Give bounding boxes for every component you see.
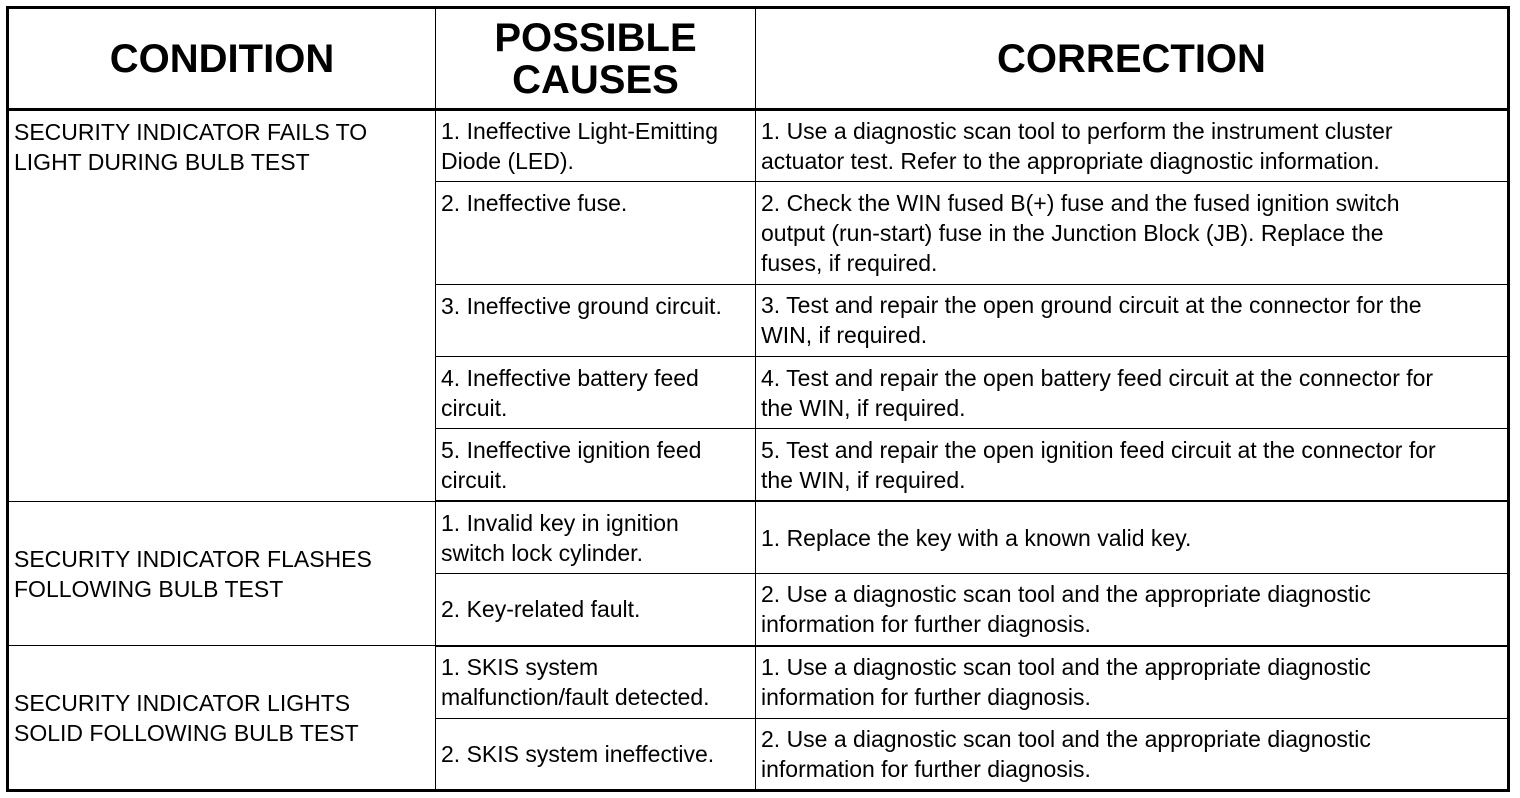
correction-cell: 5. Test and repair the open ignition feed circuit at the connector for the WIN, if required. [756,429,1509,501]
correction-cell: 2. Use a diagnostic scan tool and the appropriate diagnostic information for further diagnosis. [756,718,1509,790]
table-row [8,501,1509,573]
correction-cell: 3. Test and repair the open ground circuit at the connector for the WIN, if required. [756,284,1509,356]
cause-cell: 3. Ineffective ground circuit. [436,284,756,356]
diagnosis-table [6,6,1510,792]
correction-cell: 2. Use a diagnostic scan tool and the appropriate diagnostic information for further diagnosis. [756,574,1509,646]
table-row [8,110,1509,182]
cause-cell: 2. Ineffective fuse. [436,182,756,284]
condition-cell: SECURITY INDICATOR FLASHES FOLLOWING BULB TEST [8,501,436,646]
correction-cell: 2. Check the WIN fused B(+) fuse and the fused ignition switch output (run-start) fuse in the Junction Block (JB). Replace the fuses, if required. [756,182,1509,284]
correction-cell: 1. Replace the key with a known valid key. [756,501,1509,573]
correction-cell: 1. Use a diagnostic scan tool and the appropriate diagnostic information for further diagnosis. [756,646,1509,718]
correction-cell: 1. Use a diagnostic scan tool to perform the instrument cluster actuator test. Refer to the appropriate diagnostic information. [756,110,1509,182]
header-possible-causes: POSSIBLE CAUSES [436,8,756,110]
condition-cell: SECURITY INDICATOR LIGHTS SOLID FOLLOWING BULB TEST [8,646,436,791]
condition-cell: SECURITY INDICATOR FAILS TO LIGHT DURING BULB TEST [8,110,436,502]
table-row [8,646,1509,718]
cause-cell: 2. Key-related fault. [436,574,756,646]
cause-cell: 4. Ineffective battery feed circuit. [436,357,756,429]
cause-cell: 1. Invalid key in ignition switch lock cylinder. [436,501,756,573]
correction-cell: 4. Test and repair the open battery feed circuit at the connector for the WIN, if required. [756,357,1509,429]
header-row [8,8,1509,110]
cause-cell: 2. SKIS system ineffective. [436,718,756,790]
header-correction: CORRECTION [756,8,1509,110]
header-condition: CONDITION [8,8,436,110]
cause-cell: 1. Ineffective Light-Emitting Diode (LED). [436,110,756,182]
cause-cell: 1. SKIS system malfunction/fault detected. [436,646,756,718]
cause-cell: 5. Ineffective ignition feed circuit. [436,429,756,501]
